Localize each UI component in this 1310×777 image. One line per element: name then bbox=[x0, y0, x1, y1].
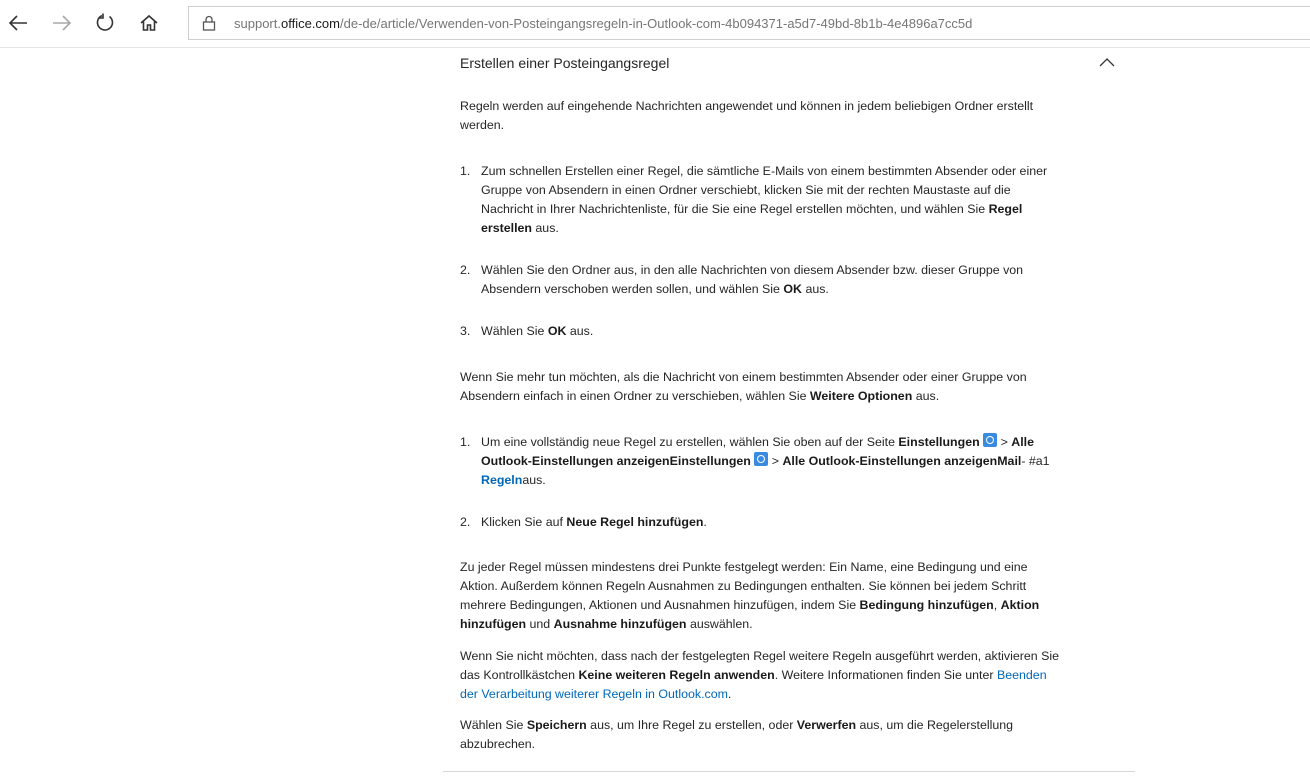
forward-arrow-icon bbox=[51, 12, 73, 34]
forward-button[interactable] bbox=[45, 6, 79, 40]
home-icon bbox=[138, 12, 160, 34]
browser-toolbar bbox=[0, 0, 1310, 48]
url-text: support.office.com/de-de/article/Verwenden-von-Posteingangsregeln-in-Outlook-com-4b094371-a5d7-49bd-8b1b-4e4896a7cc5d bbox=[234, 15, 973, 31]
settings-gear-icon bbox=[754, 452, 768, 466]
home-button[interactable] bbox=[132, 6, 166, 40]
section-header[interactable] bbox=[460, 54, 1120, 74]
lock-icon bbox=[200, 14, 218, 32]
back-arrow-icon bbox=[7, 12, 29, 34]
rules-link[interactable]: Regeln bbox=[481, 473, 523, 487]
section-title: Erstellen einer Posteingangsregel bbox=[460, 55, 670, 71]
address-bar[interactable] bbox=[188, 6, 1310, 40]
back-button[interactable] bbox=[1, 6, 35, 40]
each-rule-paragraph: Zu jeder Regel müssen mindestens drei Punkte festgelegt werden: Ein Name, eine Bedingung und eine Aktion. Außerdem können Regeln Ausnahmen zu Bedingungen enthalten. Sie können bei jedem Schritt mehrere Bedingungen, Aktionen und Ausnahmen hinzufügen, indem Sie Bedingung hinzufügen, Aktion hinzufügen und Ausnahme hinzufügen auswählen. bbox=[460, 560, 1040, 631]
intro-paragraph: Regeln werden auf eingehende Nachrichten angewendet und können in jedem beliebigen Ordner erstellt werden. bbox=[460, 99, 1034, 132]
refresh-icon bbox=[94, 12, 116, 34]
more-options-paragraph: Wenn Sie mehr tun möchten, als die Nachricht von einem bestimmten Absender oder einer Gruppe von Absendern einfach in einen Ordner zu verschieben, wählen Sie Weitere Optionen aus. bbox=[460, 370, 1027, 403]
section-divider bbox=[443, 771, 1135, 772]
chevron-up-icon[interactable] bbox=[1098, 54, 1116, 72]
stop-processing-paragraph: Wenn Sie nicht möchten, dass nach der festgelegten Regel weitere Regeln ausgeführt werden, aktivieren Sie das Kontrollkästchen Keine weiteren Regeln anwenden. Weitere Informationen finden Sie unter Beenden der Verarbeitung weiterer Regeln in Outlook.com. bbox=[460, 649, 1060, 701]
stop-processing-link[interactable]: Beenden der Verarbeitung weiterer Regeln in Outlook.com bbox=[460, 668, 1047, 701]
settings-gear-icon bbox=[983, 433, 997, 447]
refresh-button[interactable] bbox=[88, 6, 122, 40]
save-paragraph: Wählen Sie Speichern aus, um Ihre Regel zu erstellen, oder Verwerfen aus, um die Regelerstellung abzubrechen. bbox=[460, 718, 1014, 751]
